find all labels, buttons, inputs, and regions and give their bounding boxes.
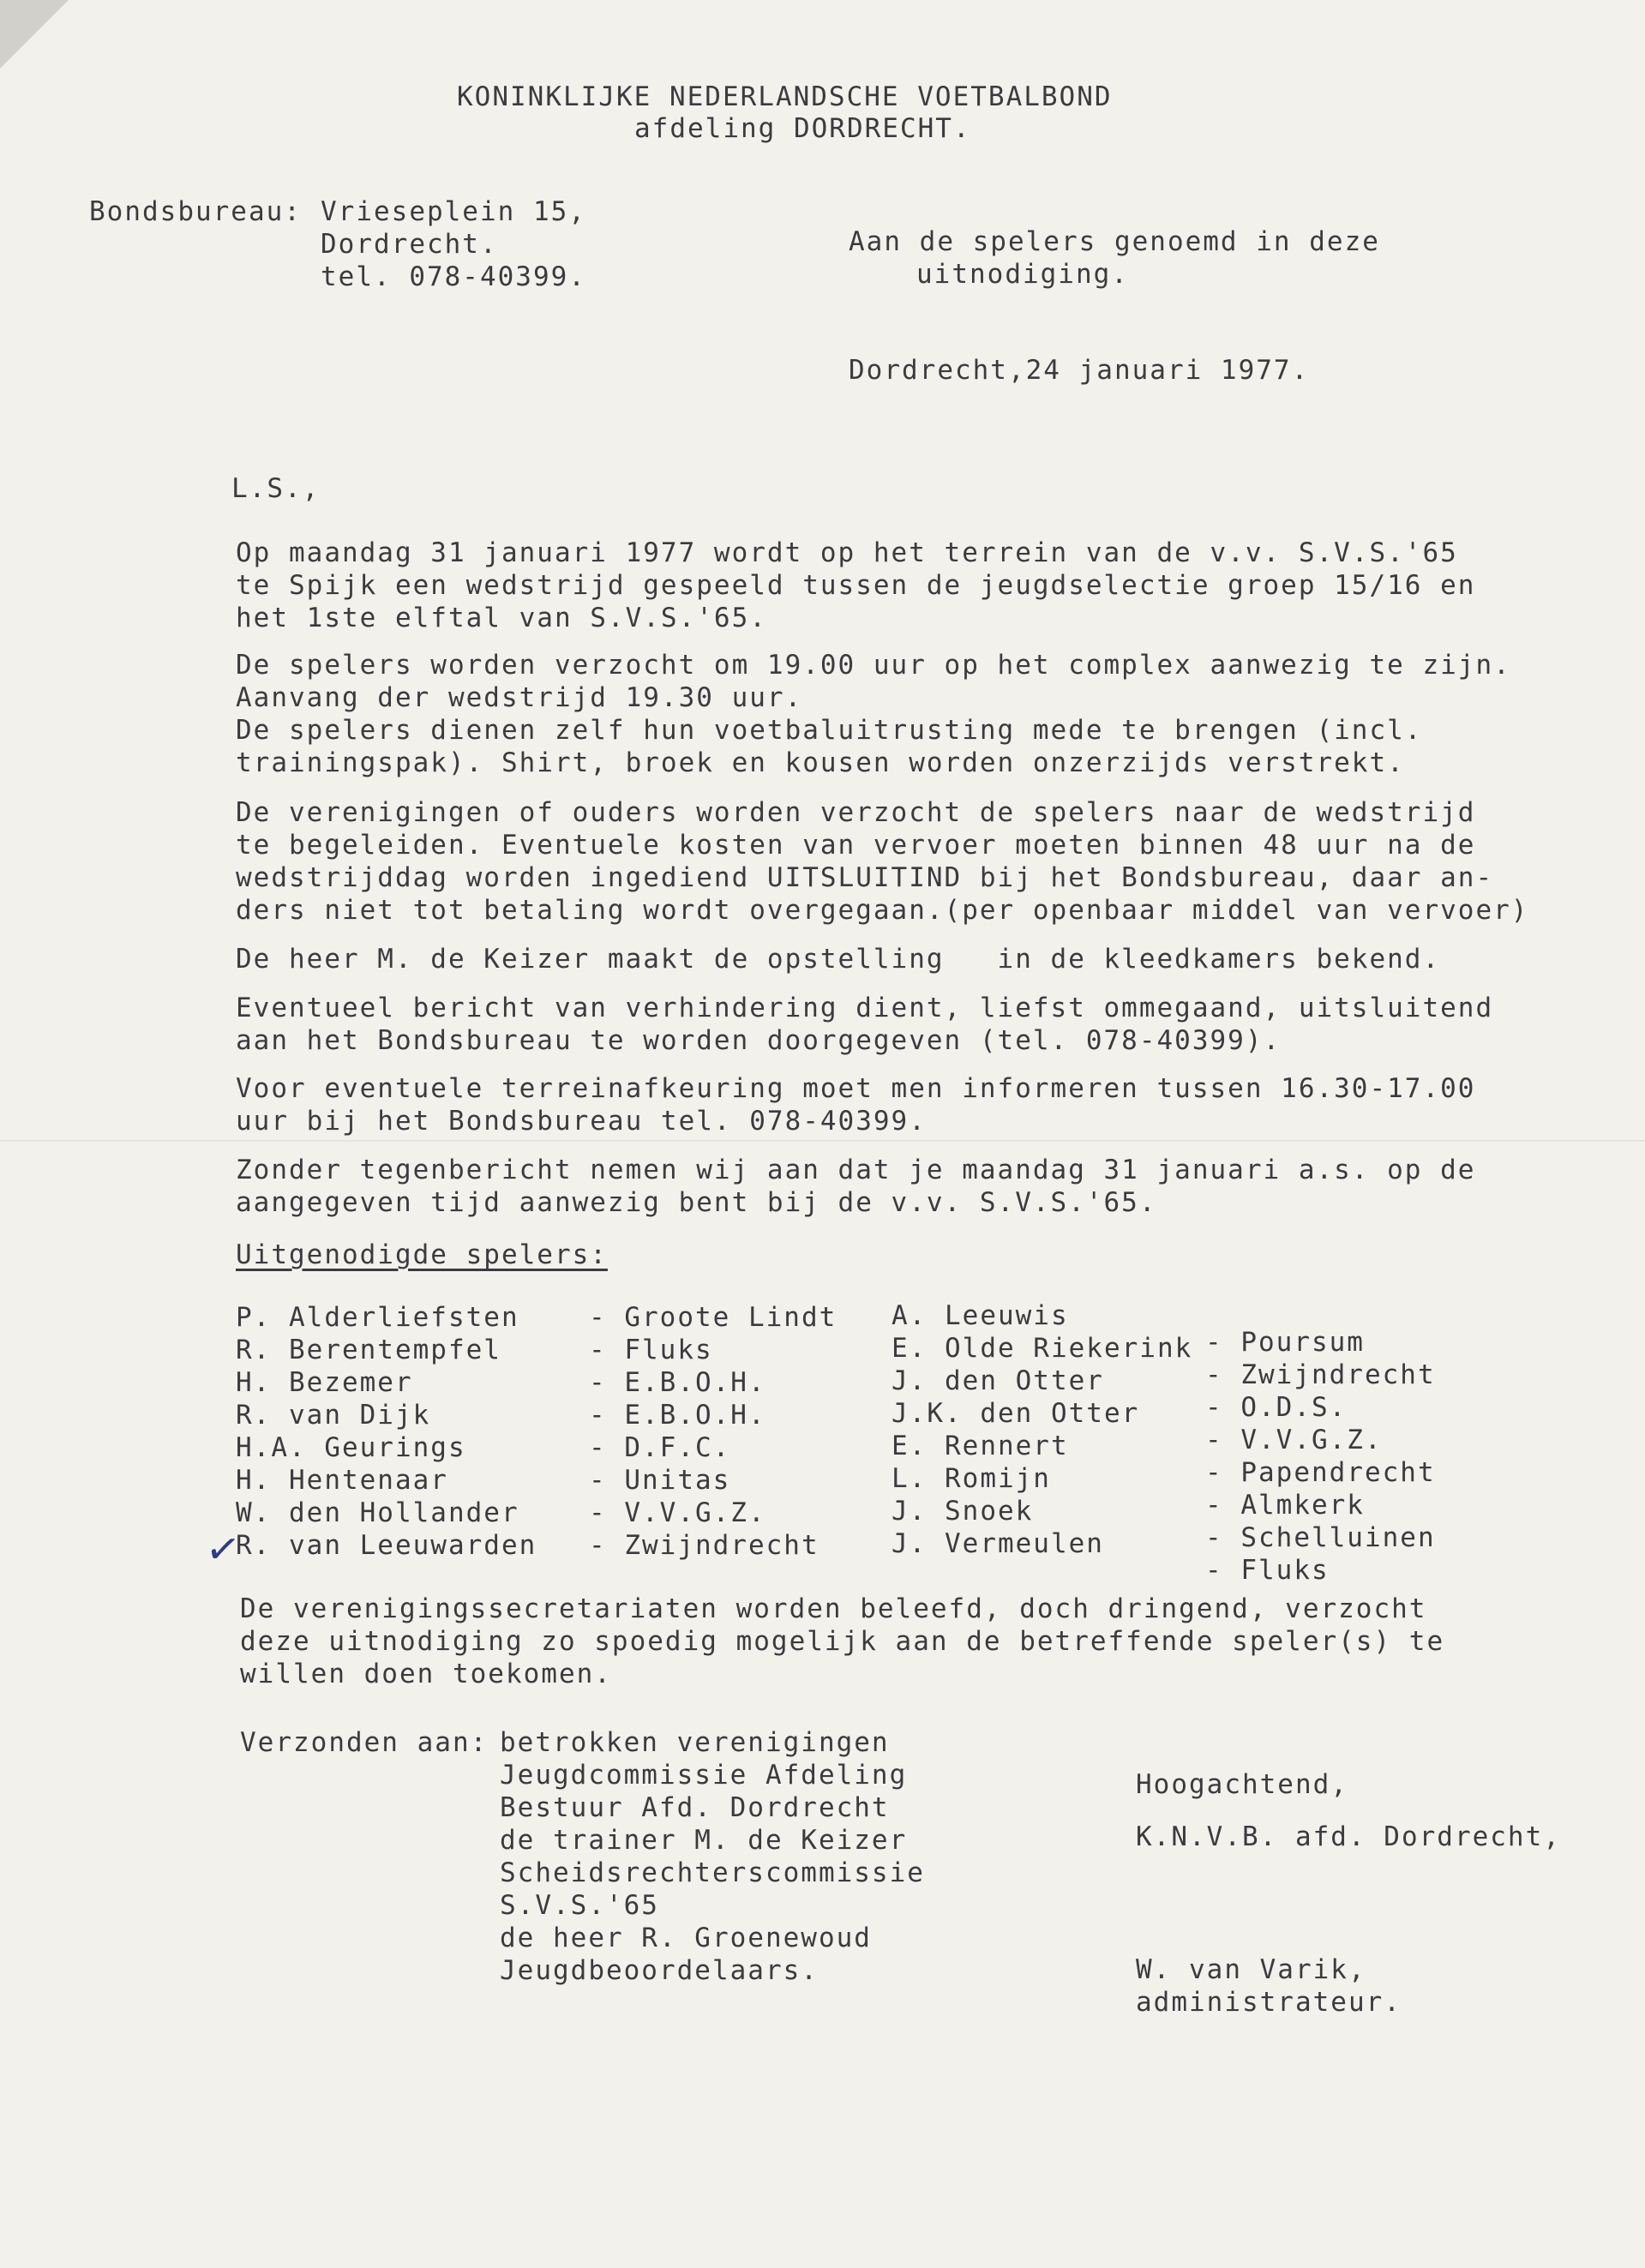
paragraph-line: aan het Bondsbureau te worden doorgegeven (tel. 078-40399). [236,1025,1282,1056]
player-club: - D.F.C. [589,1432,731,1463]
sender-phone: tel. 078-40399. [321,261,586,292]
signature-org: K.N.V.B. afd. Dordrecht, [1136,1821,1561,1852]
player-name: R. Berentempfel [236,1335,501,1365]
folded-corner [0,0,69,69]
player-name: J. den Otter [892,1365,1104,1396]
player-name: J. Snoek [892,1496,1034,1527]
paragraph-line: wedstrijddag worden ingediend UITSLUITIND bij het Bondsbureau, daar an- [236,862,1494,893]
sent-to-label: Verzonden aan: [240,1727,489,1758]
player-club: - Fluks [1205,1555,1330,1586]
paragraph-line: ders niet tot betaling wordt overgegaan.(per openbaar middel van vervoer) [236,895,1529,926]
player-row [236,1464,730,1497]
player-name: H. Hentenaar [236,1465,448,1496]
paragraph-line: te Spijk een wedstrijd gespeeld tussen de jeugdselectie groep 15/16 en [236,570,1476,601]
player-club: - Poursum [1205,1327,1365,1358]
player-club: - Zwijndrecht [1205,1359,1436,1390]
signature-name: W. van Varik, [1136,1954,1366,1985]
sender-address-city: Dordrecht. [321,229,498,260]
paragraph-line: De spelers dienen zelf hun voetbaluitrusting mede te brengen (incl. [236,715,1423,746]
paragraph-line: het 1ste elftal van S.V.S.'65. [236,603,767,633]
paragraph-line: uur bij het Bondsbureau tel. 078-40399. [236,1106,927,1137]
player-club: - E.B.O.H. [589,1367,766,1398]
player-row [236,1366,766,1399]
player-name: H.A. Geurings [236,1432,466,1463]
player-row [236,1529,819,1562]
player-row [236,1431,730,1464]
sent-to-item: betrokken verenigingen [500,1727,890,1758]
player-club: - V.V.G.Z. [589,1497,766,1528]
paragraph-line: trainingspak). Shirt, broek en kousen worden onzerzijds verstrekt. [236,747,1405,778]
paragraph-line: Eventueel bericht van verhindering dient, liefst ommegaand, uitsluitend [236,993,1494,1023]
player-name: R. van Leeuwarden [236,1530,537,1561]
closing-line: willen doen toekomen. [240,1659,612,1689]
sent-to-item: de trainer M. de Keizer [500,1825,908,1856]
sent-to-item: Scheidsrechterscommissie [500,1857,925,1888]
paper-fold-line [0,1140,1645,1142]
closing-line: De verenigingssecretariaten worden beleefd, doch dringend, verzocht [240,1593,1427,1624]
paragraph-line: De verenigingen of ouders worden verzocht de spelers naar de wedstrijd [236,797,1476,828]
player-name: A. Leeuwis [892,1300,1069,1331]
closing-line: deze uitnodiging zo spoedig mogelijk aan de betreffende speler(s) te [240,1626,1445,1657]
player-name: E. Olde Riekerink [892,1333,1193,1364]
sent-to-item: Jeugdcommissie Afdeling [500,1760,908,1791]
department-name: afdeling DORDRECHT. [634,113,971,144]
player-name: J.K. den Otter [892,1398,1140,1429]
paragraph-line: Op maandag 31 januari 1977 wordt op het terrein van de v.v. S.V.S.'65 [236,537,1458,568]
player-club: - Papendrecht [1205,1457,1436,1488]
player-name: L. Romijn [892,1463,1051,1494]
sent-to-item: de heer R. Groenewoud [500,1923,872,1953]
recipient-line-1: Aan de spelers genoemd in deze [849,226,1380,257]
signature-title: administrateur. [1136,1987,1402,2018]
sent-to-item: Jeugdbeoordelaars. [500,1955,819,1986]
closing-greeting: Hoogachtend, [1136,1769,1348,1800]
paragraph-line: aangegeven tijd aanwezig bent bij de v.v. S.V.S.'65. [236,1187,1157,1218]
paragraph-line: te begeleiden. Eventuele kosten van vervoer moeten binnen 48 uur na de [236,830,1476,861]
salutation: L.S., [231,473,321,504]
player-club: - Groote Lindt [589,1302,838,1333]
player-name: E. Rennert [892,1431,1069,1461]
org-name: KONINKLIJKE NEDERLANDSCHE VOETBALBOND [457,81,1113,112]
player-name: J. Vermeulen [892,1528,1104,1559]
player-row [236,1334,713,1366]
player-row [236,1497,766,1529]
checkmark-icon: ✓ [202,1523,245,1576]
player-club: - Almkerk [1205,1490,1365,1521]
player-club: - Zwijndrecht [589,1530,819,1561]
players-heading: Uitgenodigde spelers: [236,1239,608,1270]
player-name: H. Bezemer [236,1367,413,1398]
player-name: W. den Hollander [236,1497,519,1528]
paragraph-line: Zonder tegenbericht nemen wij aan dat je maandag 31 januari a.s. op de [236,1155,1476,1185]
player-row [236,1301,837,1334]
letter-date: Dordrecht,24 januari 1977. [849,355,1310,386]
player-name: R. van Dijk [236,1400,431,1431]
paragraph-line: De heer M. de Keizer maakt de opstelling in de kleedkamers bekend. [236,944,1441,975]
paragraph-line: Voor eventuele terreinafkeuring moet men informeren tussen 16.30-17.00 [236,1073,1476,1104]
player-name: P. Alderliefsten [236,1302,519,1333]
sent-to-item: Bestuur Afd. Dordrecht [500,1792,890,1823]
player-club: - O.D.S. [1205,1392,1348,1423]
sender-address-street: Vrieseplein 15, [321,196,586,227]
paragraph-line: De spelers worden verzocht om 19.00 uur op het complex aanwezig te zijn. [236,650,1511,681]
player-club: - E.B.O.H. [589,1400,766,1431]
sender-label: Bondsbureau: [89,196,302,227]
paragraph-line: Aanvang der wedstrijd 19.30 uur. [236,682,803,713]
player-club: - Unitas [589,1465,731,1496]
player-club: - V.V.G.Z. [1205,1425,1383,1455]
recipient-line-2: uitnodiging. [916,259,1129,290]
player-row [236,1399,766,1431]
player-club: - Schelluinen [1205,1522,1436,1553]
sent-to-item: S.V.S.'65 [500,1890,659,1921]
player-club: - Fluks [589,1335,713,1365]
